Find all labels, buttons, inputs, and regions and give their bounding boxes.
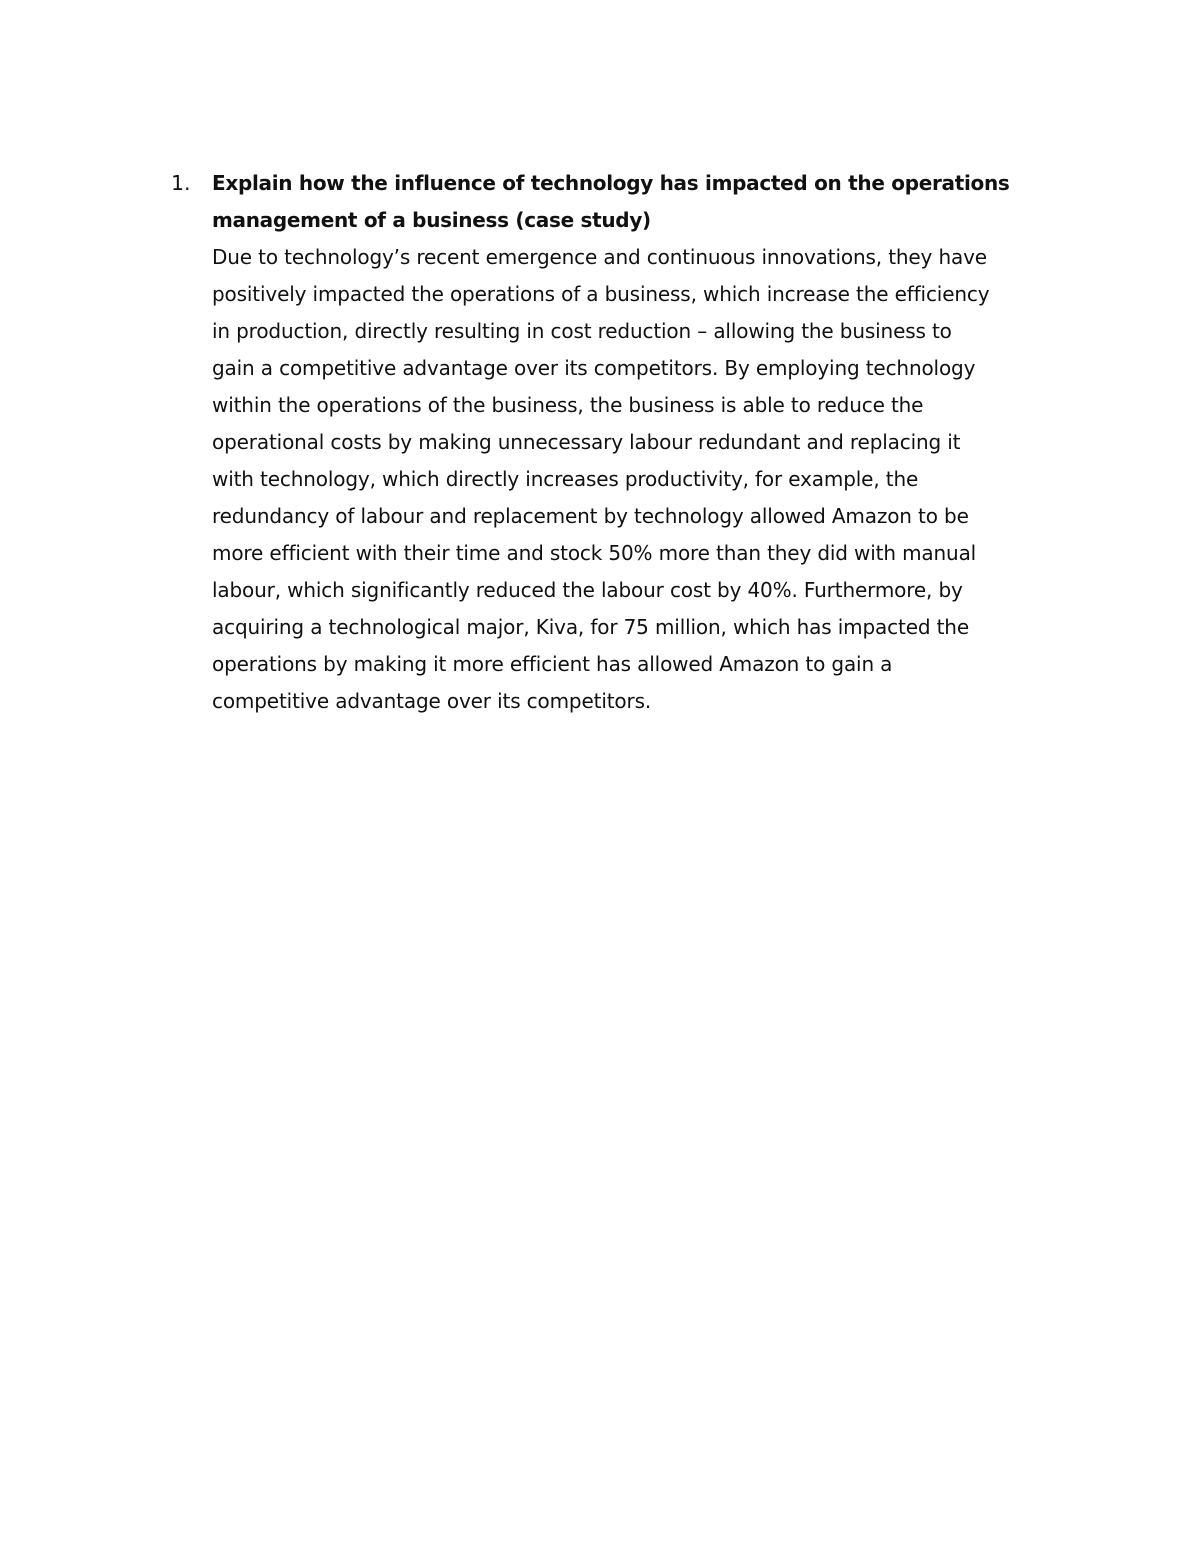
answer-line-1: Due to technology’s recent emergence and continuous innovations, they have — [212, 245, 987, 269]
answer-line-8: redundancy of labour and replacement by technology allowed Amazon to be — [212, 504, 969, 528]
answer-line-5: within the operations of the business, the business is able to reduce the — [212, 393, 924, 417]
answer-line-7: with technology, which directly increases productivity, for example, the — [212, 467, 919, 491]
question-line-2: management of a business (case study) — [212, 208, 651, 232]
answer-line-4: gain a competitive advantage over its competitors. By employing technology — [212, 356, 976, 380]
answer-line-10: labour, which significantly reduced the labour cost by 40%. Furthermore, by — [212, 578, 963, 602]
answer-line-9: more efficient with their time and stock 50% more than they did with manual — [212, 541, 977, 565]
answer-line-6: operational costs by making unnecessary labour redundant and replacing it — [212, 430, 961, 454]
answer-line-12: operations by making it more efficient has allowed Amazon to gain a — [212, 652, 893, 676]
list-item-number: 1. — [171, 171, 191, 195]
question-line-1: Explain how the influence of technology has impacted on the operations — [212, 171, 1010, 195]
answer-line-2: positively impacted the operations of a business, which increase the efficiency — [212, 282, 990, 306]
answer-line-13: competitive advantage over its competitors. — [212, 689, 652, 713]
answer-line-11: acquiring a technological major, Kiva, for 75 million, which has impacted the — [212, 615, 969, 639]
answer-line-3: in production, directly resulting in cost reduction – allowing the business to — [212, 319, 952, 343]
numbered-list-item — [171, 165, 1071, 720]
list-item-content — [212, 165, 1071, 720]
